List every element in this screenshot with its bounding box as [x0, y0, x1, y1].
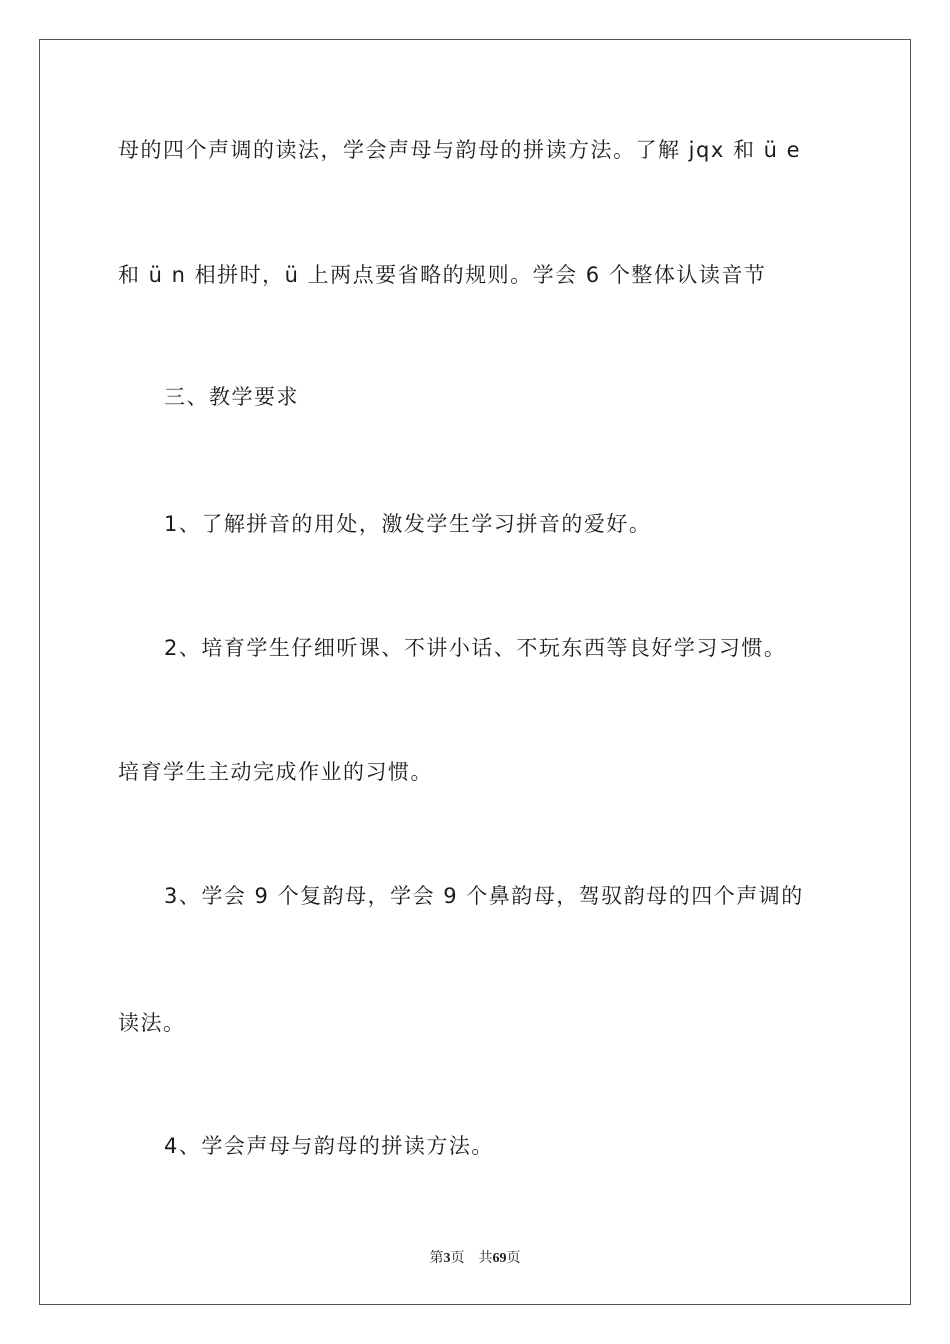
footer-total-pages: 69 [492, 1251, 507, 1266]
requirement-2-continued: 培育学生主动完成作业的习惯。 [118, 760, 433, 784]
requirement-1: 1、了解拼音的用处，激发学生学习拼音的爱好。 [164, 512, 652, 536]
requirement-3-continued: 读法。 [118, 1011, 186, 1035]
text-line-2: 和 ü n 相拼时，ü 上两点要省略的规则。学会 6 个整体认读音节 [118, 263, 767, 287]
page-border [39, 39, 911, 1305]
footer-total-suffix: 页 [506, 1251, 521, 1266]
footer-page-suffix: 页 [450, 1251, 465, 1266]
footer-page-number: 3 [443, 1251, 451, 1266]
text-line-1: 母的四个声调的读法，学会声母与韵母的拼读方法。了解 jqx 和 ü e [118, 138, 802, 162]
page-footer [0, 1247, 950, 1267]
footer-total-prefix: 共 [478, 1251, 493, 1266]
requirement-4: 4、学会声母与韵母的拼读方法。 [164, 1134, 494, 1158]
footer-page-prefix: 第 [429, 1251, 444, 1266]
requirement-2: 2、培育学生仔细听课、不讲小话、不玩东西等良好学习习惯。 [164, 636, 787, 660]
section-heading: 三、教学要求 [164, 385, 299, 409]
requirement-3: 3、学会 9 个复韵母，学会 9 个鼻韵母，驾驭韵母的四个声调的 [164, 884, 804, 908]
